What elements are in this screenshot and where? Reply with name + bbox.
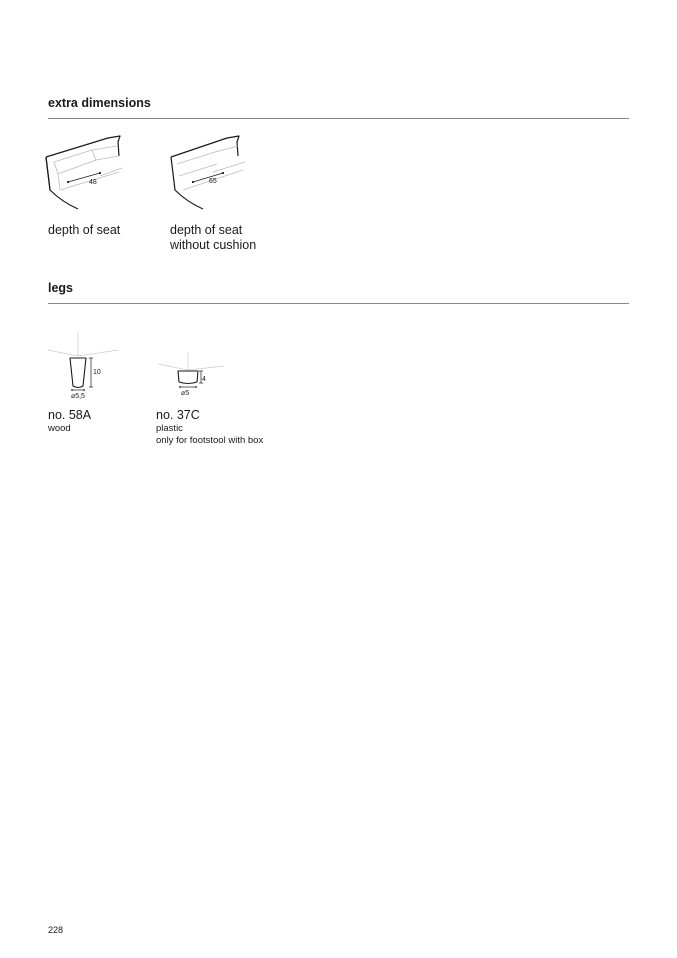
leg-name-58a: no. 58A [48,408,92,422]
measurement-label: 48 [89,179,97,186]
caption-depth-of-seat-without-cushion: depth of seat without cushion [170,223,257,252]
leg-58a-drawing [44,330,124,402]
leg-diameter-label: ⌀5 [181,390,190,397]
leg-height-label: 4 [202,376,206,383]
seat-depth-without-cushion-drawing [165,132,255,214]
caption-depth-of-seat: depth of seat [48,223,121,237]
leg-diameter-label: ⌀5,5 [71,393,85,400]
leg-material-58a: wood [48,423,71,434]
page-number: 228 [48,925,64,935]
seat-depth-drawing [40,132,130,214]
section-divider [48,118,629,119]
leg-height-label: 10 [93,369,101,376]
leg-note-37c: only for footstool with box [156,435,264,446]
leg-name-37c: no. 37C [156,408,200,422]
measurement-label: 65 [209,178,217,185]
section-divider [48,303,629,304]
leg-material-37c: plastic [156,423,183,434]
leg-37c-drawing [152,350,232,400]
dimension-line [193,173,223,182]
section-heading-legs: legs [48,281,74,295]
section-heading-extra-dimensions: extra dimensions [48,96,151,110]
